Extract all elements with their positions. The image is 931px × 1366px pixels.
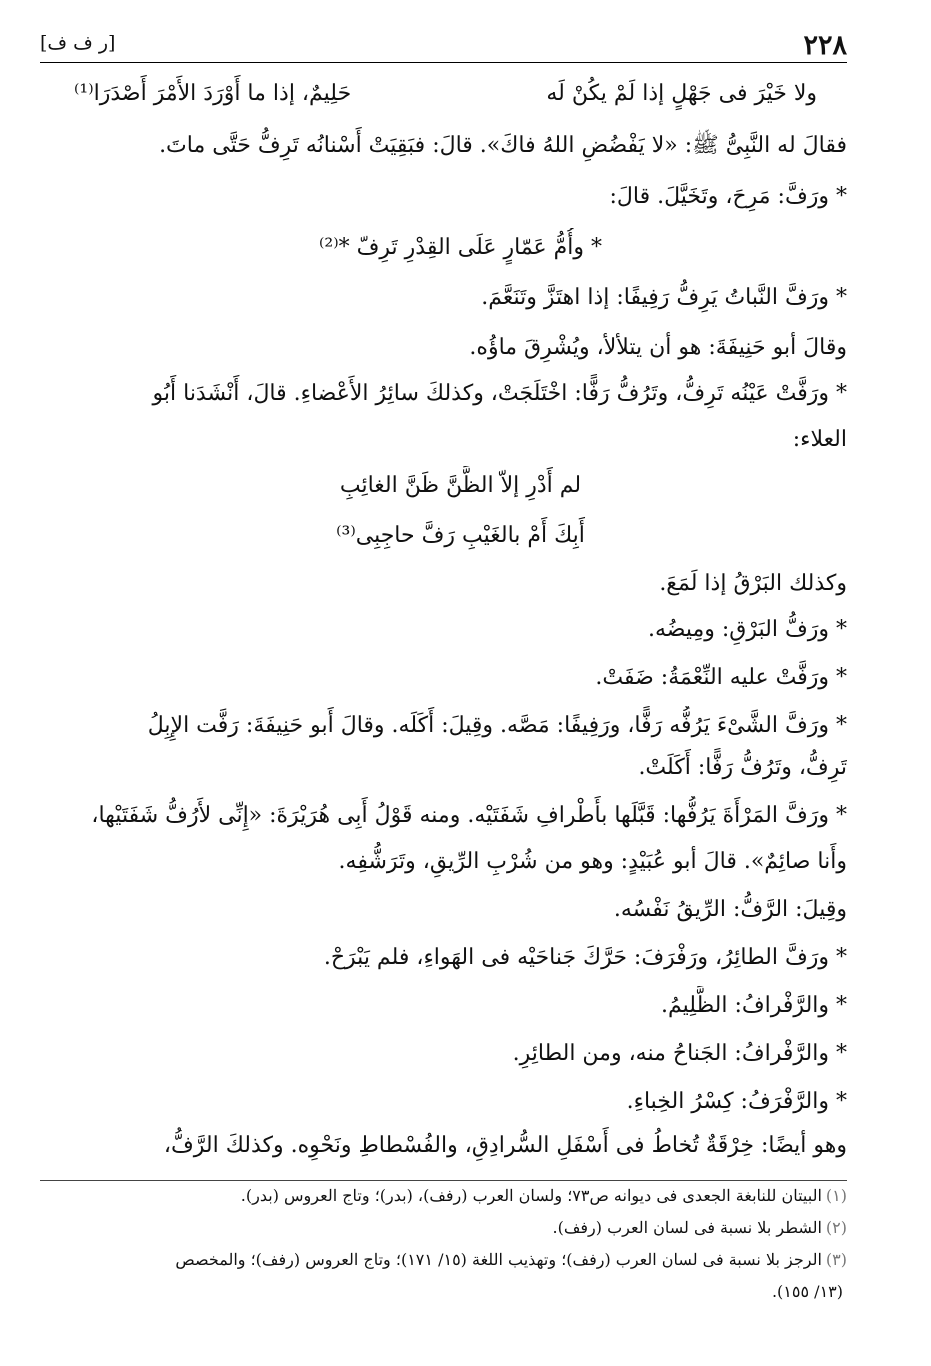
text-line: تَرِفُّ، وتَرُفُّ رَفًّا: أَكَلَتْ. — [638, 755, 847, 780]
text-line: * ورَفَّ الطائِرُ، ورَفْرَفَ: حَرَّكَ جَناحَيْه فى الهَواءِ، فلم يَبْرَحْ. — [323, 945, 847, 970]
footnote — [40, 1248, 847, 1272]
footnote-text: (١٣/ ١٥٥). — [771, 1282, 843, 1301]
text-line: وأَنا صائِمٌ». قالَ أبو عُبَيْدٍ: وهو من شُرْبِ الرِّيقِ، وتَرَشُّفِه. — [338, 849, 847, 874]
quoted-hemistich: * وأُمُّ عَمّارٍ عَلَى القِدْرِ تَرِفّ *⁽²⁾ — [318, 235, 603, 260]
text-line: * والرَّفْرَفُ: كِسْرُ الخِباءِ. — [626, 1089, 847, 1114]
footnote-mark: (٢) — [825, 1218, 847, 1237]
text-line: فقالَ له النَّبِىُّ ﷺ: «لا يَفْضُضِ اللهُ فاكَ». قالَ: فبَقِيَتْ أَسْنانُه تَرِفُّ حَتَّى ماتَ. — [159, 133, 847, 158]
text-line: * والرَّفْرافُ: الظَّلِيمُ. — [661, 993, 847, 1018]
footnote — [40, 1216, 847, 1240]
footnote-text: الشطر بلا نسبة فى لسان العرب (رفف). — [552, 1218, 822, 1237]
text-line: وقِيلَ: الرَّفُّ: الرِّيقُ نَفْسُه. — [613, 897, 847, 922]
footnote-text: الرجز بلا نسبة فى لسان العرب (رفف)؛ وتهذيب اللغة (١٥/ ١٧١)؛ وتاج العروس (رفف)؛ والمخصص — [175, 1250, 822, 1269]
text-line: * ورَفَّ: مَرِحَ، وتَخَيَّلَ. قالَ: — [609, 184, 847, 209]
verse-line — [74, 74, 847, 114]
footnote-text: البيتان للنابغة الجعدى فى ديوانه ص٧٣؛ ولسان العرب (رفف)، (بدر)؛ وتاج العروس (بدر). — [240, 1186, 822, 1205]
running-head: [ر ف ف] — [40, 32, 116, 54]
header-rule — [40, 62, 847, 63]
text-line: * ورَفَّ الشَّىْءَ يَرُفُّه رَفًّا، ورَفِيفًا: مَصَّه. وقِيلَ: أَكَلَه. وقالَ أَبو حَنِيفَةَ: رَفَّت الإِبِلُ — [147, 713, 847, 738]
footnote-mark: (١) — [825, 1186, 847, 1205]
text-line: وكذلك البَرْقُ إذا لَمَعَ. — [659, 571, 847, 596]
verse-hemistich-1: ولا خَيْرَ فى جَهْلٍ إذا لَمْ يكُنْ لَه — [546, 81, 817, 106]
page-number: ٢٢٨ — [803, 30, 847, 61]
page-header — [40, 28, 847, 64]
text-line: * والرَّفْرافُ: الجَناحُ منه، ومن الطائِرِ. — [512, 1041, 847, 1066]
text-line: * ورَفَّتْ عَيْنُه تَرِفُّ، وتَرُفُّ رَفًّا: اخْتَلَجَتْ، وكذلكَ سائِرُ الأَعْضاءِ. قالَ، أَنْشَدَنا أَبُو — [152, 381, 847, 406]
footnote — [40, 1280, 847, 1304]
text-line: * ورَفَّ المَرْأَةَ يَرُفُّها: قَبَّلَها بأَطْرافِ شَفَتَيْه. ومنه قَوْلُ أَبِى هُرَيْرَةَ: «إِنِّى لأَرُفُّ شَفَتَيْها، — [91, 803, 847, 828]
text-line: * ورَفُّ البَرْقِ: ومِيضُه. — [647, 617, 847, 642]
text-line: وقالَ أبو حَنِيفَةَ: هو أن يتلألأ، ويُشْرِقَ ماؤُه. — [469, 335, 847, 360]
poem-line: لم أَدْرِ إلاّ الظَّنَّ ظَنَّ الغائِبِ — [339, 473, 582, 498]
poem-line: أَبِكَ أَمْ بالغَيْبِ رَفَّ حاجِبِى⁽³⁾ — [336, 523, 585, 548]
text-line: * ورَفَّتْ عليه النِّعْمَةُ: ضَفَتْ. — [595, 665, 847, 690]
text-line: العلاء: — [792, 427, 847, 452]
footnote — [40, 1184, 847, 1208]
footnote-mark: (٣) — [825, 1250, 847, 1269]
verse-hemistich-2: حَلِيمٌ، إذا ما أَوْرَدَ الأَمْرَ أَصْدَرَا⁽¹⁾ — [74, 81, 352, 106]
text-line: وهو أيضًا: خِرْقَةٌ تُخاطُ فى أَسْفَلِ السُّرادِقِ، والفُسْطاطِ ونَحْوِه. وكذلكَ الرَّفُّ، — [163, 1133, 847, 1158]
text-line: * ورَفَّ النَّباتُ يَرِفُّ رَفِيفًا: إذا اهتَزَّ وتَنَعَّمَ. — [481, 285, 847, 310]
footnote-rule — [40, 1180, 847, 1181]
